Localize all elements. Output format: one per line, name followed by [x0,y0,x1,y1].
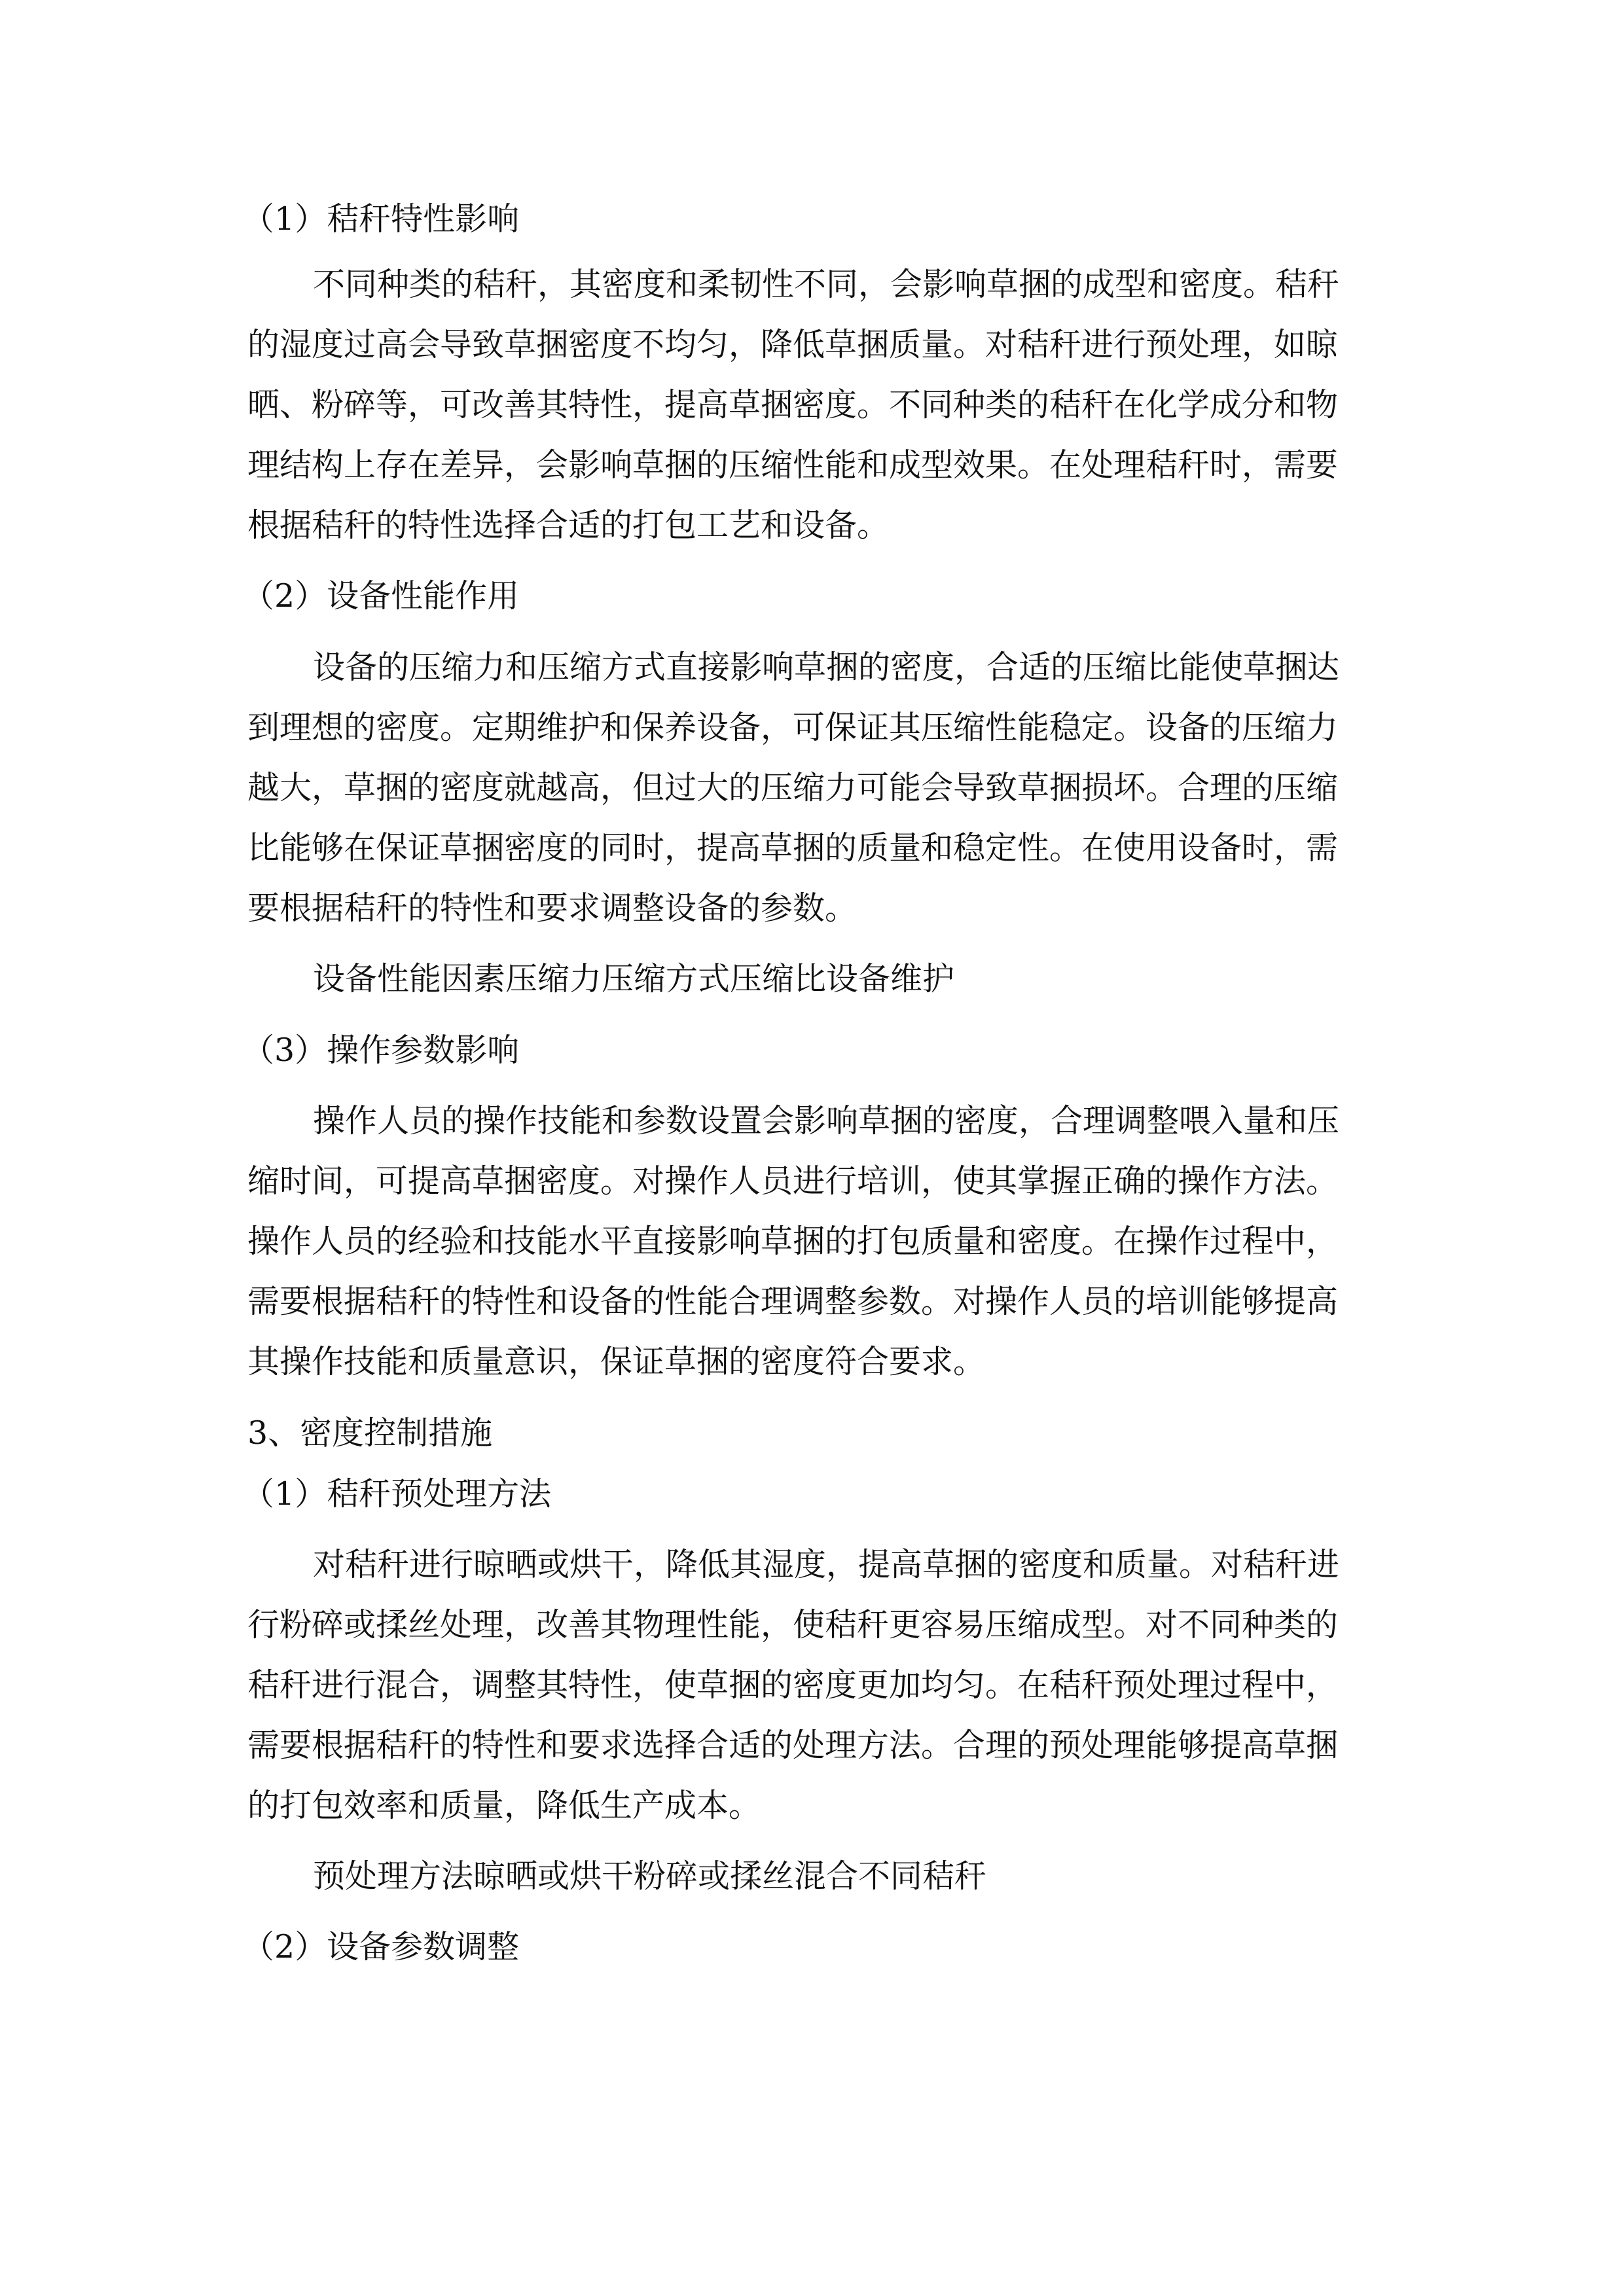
section-heading-density-control: 3、密度控制措施 [247,1414,493,1452]
paragraph-line: 操作人员的操作技能和参数设置会影响草捆的密度，合理调整喂入量和压 [313,1102,1340,1139]
paragraph-line: 需要根据秸秆的特性和要求选择合适的处理方法。合理的预处理能够提高草捆 [247,1727,1339,1764]
subheading-straw-pretreatment: （1）秸秆预处理方法 [242,1475,552,1513]
paragraph-line: 越大，草捆的密度就越高，但过大的压缩力可能会导致草捆损坏。合理的压缩 [247,769,1339,806]
paragraph-line: 要根据秸秆的特性和要求调整设备的参数。 [247,889,857,927]
subheading-equipment-performance: （2）设备性能作用 [242,577,520,615]
paragraph-line: 理结构上存在差异，会影响草捆的压缩性能和成型效果。在处理秸秆时，需要 [247,446,1339,484]
subheading-operation-parameters: （3）操作参数影响 [242,1031,520,1069]
paragraph-line: 不同种类的秸秆，其密度和柔韧性不同，会影响草捆的成型和密度。秸秆 [313,266,1340,303]
paragraph-line: 秸秆进行混合，调整其特性，使草捆的密度更加均匀。在秸秆预处理过程中， [247,1666,1339,1704]
paragraph-line: 缩时间，可提高草捆密度。对操作人员进行培训，使其掌握正确的操作方法。 [247,1162,1339,1200]
diagram-caption-line: 设备性能因素压缩力压缩方式压缩比设备维护 [313,960,955,997]
paragraph-line: 的湿度过高会导致草捆密度不均匀，降低草捆质量。对秸秆进行预处理，如晾 [247,326,1339,363]
paragraph-line: 操作人员的经验和技能水平直接影响草捆的打包质量和密度。在操作过程中， [247,1223,1339,1260]
paragraph-line: 其操作技能和质量意识，保证草捆的密度符合要求。 [247,1343,986,1380]
paragraph-line: 的打包效率和质量，降低生产成本。 [247,1787,761,1824]
diagram-caption-line: 预处理方法晾晒或烘干粉碎或揉丝混合不同秸秆 [313,1857,987,1895]
paragraph-line: 行粉碎或揉丝处理，改善其物理性能，使秸秆更容易压缩成型。对不同种类的 [247,1606,1339,1643]
subheading-straw-properties: （1）秸秆特性影响 [242,200,520,238]
paragraph-line: 比能够在保证草捆密度的同时，提高草捆的质量和稳定性。在使用设备时，需 [247,829,1339,867]
paragraph-line: 晒、粉碎等，可改善其特性，提高草捆密度。不同种类的秸秆在化学成分和物 [247,386,1339,423]
paragraph-line: 到理想的密度。定期维护和保养设备，可保证其压缩性能稳定。设备的压缩力 [247,709,1339,746]
subheading-equipment-parameter-adjustment: （2）设备参数调整 [242,1928,520,1965]
paragraph-line: 根据秸秆的特性选择合适的打包工艺和设备。 [247,507,890,544]
paragraph-line: 需要根据秸秆的特性和设备的性能合理调整参数。对操作人员的培训能够提高 [247,1283,1339,1320]
paragraph-line: 设备的压缩力和压缩方式直接影响草捆的密度，合适的压缩比能使草捆达 [313,649,1340,686]
paragraph-line: 对秸秆进行晾晒或烘干，降低其湿度，提高草捆的密度和质量。对秸秆进 [313,1546,1340,1583]
